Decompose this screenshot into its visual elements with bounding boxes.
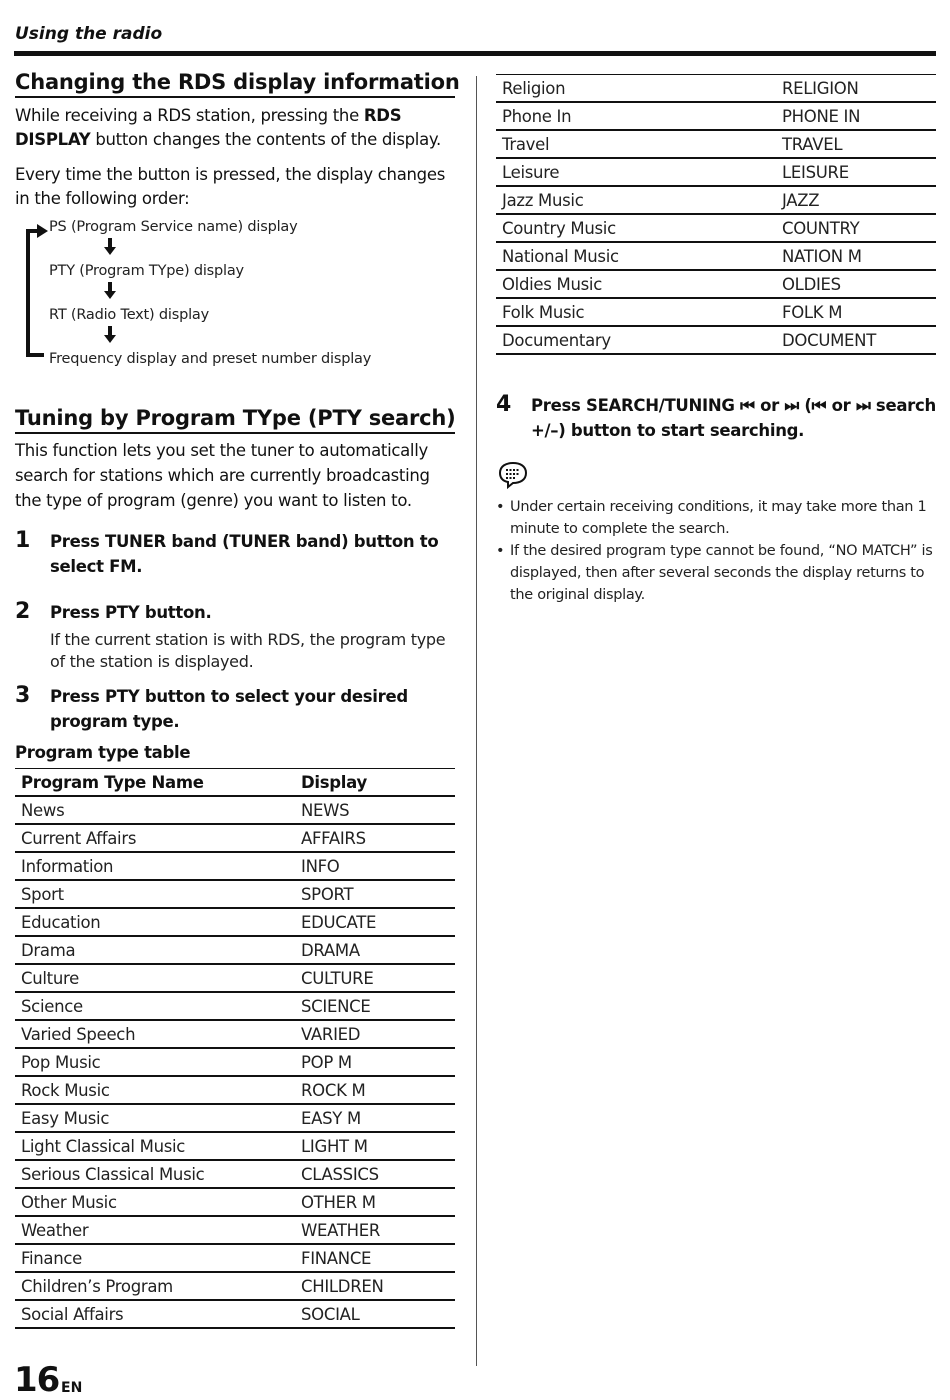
program-type-name-cell: Jazz Music [496, 186, 776, 214]
table-row [15, 1076, 455, 1104]
program-type-name-cell: Phone In [496, 102, 776, 130]
display-order-flow [15, 221, 455, 371]
rds-paragraph-2: Every time the button is pressed, the display changes in the following order: [15, 165, 446, 208]
table-row [496, 158, 936, 186]
program-type-display-cell: ROCK M [295, 1076, 455, 1104]
program-type-name-cell: Varied Speech [15, 1020, 295, 1048]
table-row [15, 1300, 455, 1328]
program-type-name-cell: Information [15, 852, 295, 880]
table-row [15, 936, 455, 964]
table-row [15, 1188, 455, 1216]
program-type-name-cell: Pop Music [15, 1048, 295, 1076]
program-type-display-cell: EASY M [295, 1104, 455, 1132]
note-speech-bubble-icon [496, 460, 530, 490]
table-row [15, 824, 455, 852]
program-type-name-cell: Light Classical Music [15, 1132, 295, 1160]
program-type-display-cell: OLDIES [776, 270, 936, 298]
step-4 [496, 393, 936, 443]
table-row [496, 130, 936, 158]
table-row [15, 1132, 455, 1160]
column-header-display: Display [295, 769, 455, 797]
table-header-row [15, 769, 455, 797]
program-type-display-cell: LIGHT M [295, 1132, 455, 1160]
step-text: Press PTY button to select your desired program type. [50, 687, 408, 731]
step-number: 3 [15, 683, 31, 708]
rds-para1-text: While receiving a RDS station, pressing the [15, 106, 364, 125]
table-row [15, 1160, 455, 1188]
step-2 [15, 600, 455, 673]
program-type-name-cell: Education [15, 908, 295, 936]
table-row [15, 1216, 455, 1244]
table-row [15, 1272, 455, 1300]
program-type-display-cell: TRAVEL [776, 130, 936, 158]
step-1 [15, 529, 455, 579]
program-type-name-cell: Easy Music [15, 1104, 295, 1132]
program-type-name-cell: Documentary [496, 326, 776, 354]
program-type-table [15, 768, 455, 1329]
page-language: EN [61, 1380, 83, 1396]
table-row [496, 298, 936, 326]
table-row [496, 102, 936, 130]
step-3 [15, 684, 455, 734]
table-row [15, 992, 455, 1020]
column-header-name: Program Type Name [15, 769, 295, 797]
table-row [496, 326, 936, 354]
pty-section-heading: Tuning by Program TYpe (PTY search) [15, 406, 455, 434]
program-type-name-cell: Other Music [15, 1188, 295, 1216]
program-type-display-cell: AFFAIRS [295, 824, 455, 852]
program-type-name-cell: Travel [496, 130, 776, 158]
table-caption: Program type table [15, 743, 191, 762]
flow-step-frequency: Frequency display and preset number display [49, 351, 372, 367]
table-row [15, 1104, 455, 1132]
program-type-display-cell: COUNTRY [776, 214, 936, 242]
step-number: 4 [496, 392, 512, 417]
table-row [496, 270, 936, 298]
step-subtext: If the current station is with RDS, the program type of the station is displayed. [50, 630, 446, 671]
header-rule [14, 51, 936, 56]
flow-step-pty: PTY (Program TYpe) display [49, 263, 244, 279]
rds-para1-text-end: button changes the contents of the display. [90, 130, 441, 149]
program-type-display-cell: FINANCE [295, 1244, 455, 1272]
program-type-display-cell: DRAMA [295, 936, 455, 964]
program-type-display-cell: EDUCATE [295, 908, 455, 936]
program-type-name-cell: Oldies Music [496, 270, 776, 298]
table-row [15, 1020, 455, 1048]
program-type-name-cell: Country Music [496, 214, 776, 242]
notes-list [496, 496, 936, 606]
step-text: Press PTY button. [50, 603, 212, 622]
program-type-display-cell: VARIED [295, 1020, 455, 1048]
table-row [15, 852, 455, 880]
program-type-display-cell: SCIENCE [295, 992, 455, 1020]
program-type-name-cell: Social Affairs [15, 1300, 295, 1328]
program-type-name-cell: Science [15, 992, 295, 1020]
program-type-name-cell: Children’s Program [15, 1272, 295, 1300]
program-type-name-cell: Weather [15, 1216, 295, 1244]
pty-intro: This function lets you set the tuner to automatically search for stations which are currently broadcasting the type of program (genre) you want to listen to. [15, 441, 430, 510]
right-column [496, 74, 936, 606]
arrow-down-icon [103, 238, 117, 256]
program-type-name-cell: Folk Music [496, 298, 776, 326]
table-row [496, 75, 936, 103]
program-type-display-cell: OTHER M [295, 1188, 455, 1216]
program-type-name-cell: Religion [496, 75, 776, 103]
step-number: 2 [15, 599, 31, 624]
program-type-display-cell: NEWS [295, 796, 455, 824]
table-row [15, 796, 455, 824]
table-row [15, 880, 455, 908]
program-type-name-cell: Culture [15, 964, 295, 992]
note-item: • If the desired program type cannot be found, “NO MATCH” is displayed, then after several seconds the display returns to the original display. [496, 540, 936, 606]
table-row [15, 908, 455, 936]
program-type-display-cell: CULTURE [295, 964, 455, 992]
program-type-name-cell: National Music [496, 242, 776, 270]
program-type-name-cell: Rock Music [15, 1076, 295, 1104]
program-type-name-cell: Leisure [496, 158, 776, 186]
program-type-display-cell: WEATHER [295, 1216, 455, 1244]
left-column [15, 70, 460, 1329]
rds-section-heading: Changing the RDS display information [15, 70, 455, 98]
arrow-down-icon [103, 326, 117, 344]
note-block [496, 460, 936, 606]
flow-loop-arrowhead-icon [37, 224, 48, 238]
program-type-display-cell: JAZZ [776, 186, 936, 214]
program-type-display-cell: RELIGION [776, 75, 936, 103]
program-type-display-cell: SOCIAL [295, 1300, 455, 1328]
column-divider [476, 76, 477, 1366]
arrow-down-icon [103, 282, 117, 300]
table-row [496, 242, 936, 270]
table-row [496, 214, 936, 242]
table-row [496, 186, 936, 214]
program-type-display-cell: CHILDREN [295, 1272, 455, 1300]
program-type-name-cell: Sport [15, 880, 295, 908]
flow-loop-bracket [26, 231, 30, 357]
program-type-display-cell: DOCUMENT [776, 326, 936, 354]
flow-step-rt: RT (Radio Text) display [49, 307, 209, 323]
rds-paragraph-1 [15, 104, 455, 152]
step-text: Press SEARCH/TUNING ⏮ or ⏭ (⏮ or ⏭ search +/–) button to start searching. [531, 396, 936, 440]
program-type-display-cell: FOLK M [776, 298, 936, 326]
page-number: 16 [14, 1360, 60, 1400]
program-type-display-cell: SPORT [295, 880, 455, 908]
program-type-display-cell: LEISURE [776, 158, 936, 186]
table-row [15, 1048, 455, 1076]
program-type-display-cell: POP M [295, 1048, 455, 1076]
flow-loop-bracket-bottom [26, 353, 44, 357]
note-item: • Under certain receiving conditions, it may take more than 1 minute to complete the search. [496, 496, 936, 540]
program-type-name-cell: News [15, 796, 295, 824]
program-type-name-cell: Serious Classical Music [15, 1160, 295, 1188]
program-type-display-cell: PHONE IN [776, 102, 936, 130]
rds-display-button-name: RDS DISPLAY [15, 106, 402, 149]
table-row [15, 964, 455, 992]
program-type-name-cell: Current Affairs [15, 824, 295, 852]
program-type-display-cell: INFO [295, 852, 455, 880]
program-type-name-cell: Finance [15, 1244, 295, 1272]
step-text: Press TUNER band (TUNER band) button to select FM. [50, 532, 439, 576]
step-number: 1 [15, 528, 31, 553]
program-type-display-cell: CLASSICS [295, 1160, 455, 1188]
program-type-name-cell: Drama [15, 936, 295, 964]
flow-step-ps: PS (Program Service name) display [49, 219, 298, 235]
table-row [15, 1244, 455, 1272]
program-type-table-continued [496, 74, 936, 355]
program-type-display-cell: NATION M [776, 242, 936, 270]
page-header-title: Using the radio [15, 24, 163, 44]
